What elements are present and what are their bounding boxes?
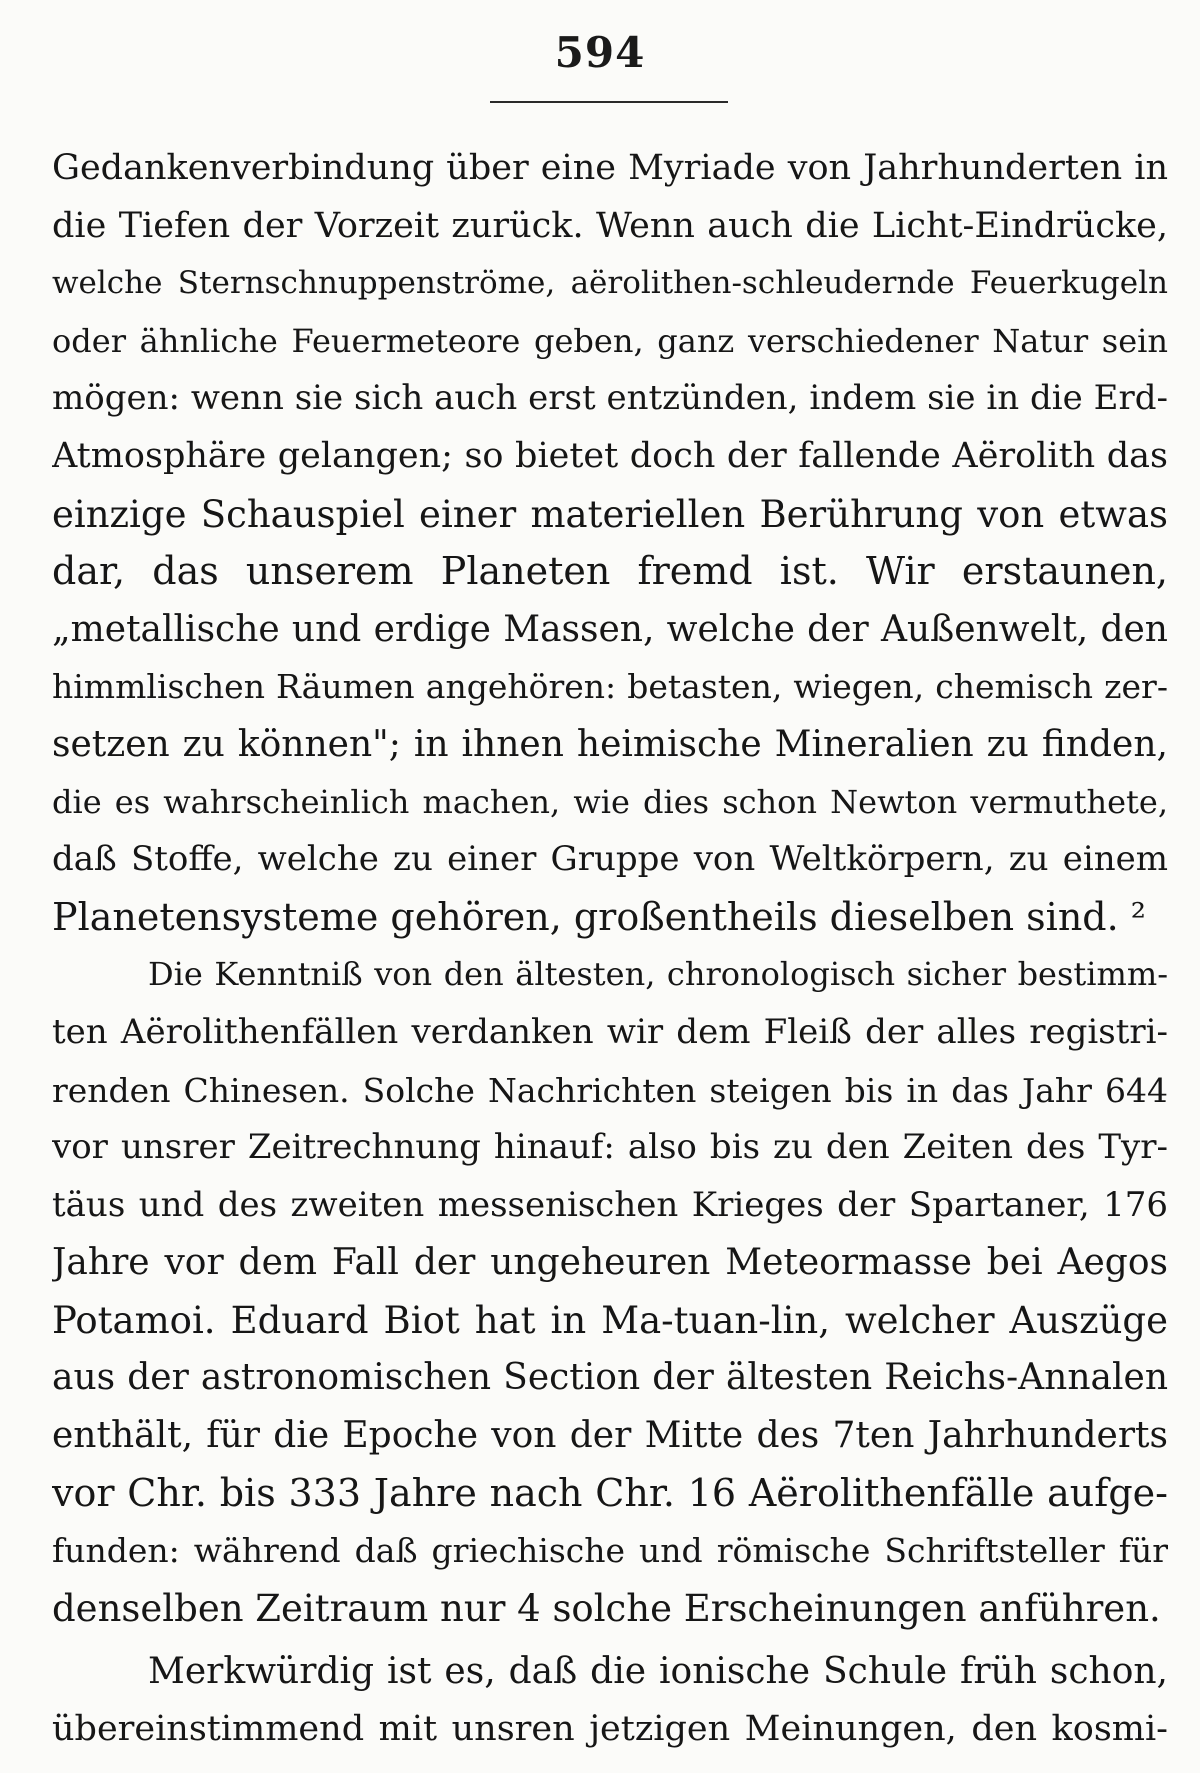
text-line: himmlischen Räumen angehören: betasten, wiegen, chemisch zer- [52, 667, 1168, 707]
text-line: Die Kenntniß von den ältesten, chronologisch sicher bestimm- [148, 955, 1168, 994]
text-line: „metallische und erdige Massen, welche der Außenwelt, den [52, 608, 1168, 650]
text-line: setzen zu können"; in ihnen heimische Mineralien zu finden, [52, 723, 1168, 765]
text-line: Atmosphäre gelangen; so bietet doch der fallende Aërolith das [52, 435, 1168, 476]
text-line: ten Aërolithenfällen verdanken wir dem Fleiß der alles registri- [52, 1011, 1168, 1052]
text-line: vor unsrer Zeitrechnung hinauf: also bis zu den Zeiten des Tyr- [52, 1127, 1168, 1168]
text-line: oder ähnliche Feuermeteore geben, ganz verschiedener Natur sein [52, 321, 1168, 360]
page-number: 594 [554, 28, 646, 77]
text-line: vor Chr. bis 333 Jahre nach Chr. 16 Aërolithenfälle aufge- [52, 1470, 1168, 1515]
paragraph-2 [52, 946, 1168, 1637]
text-line: Merkwürdig ist es, daß die ionische Schule früh schon, [148, 1651, 1168, 1693]
text-line: aus der astronomischen Section der ältesten Reichs-Annalen [52, 1357, 1168, 1399]
text-line: funden: während daß griechische und römische Schriftsteller für [52, 1531, 1168, 1571]
text-line: einzige Schauspiel einer materiellen Berührung von etwas [52, 492, 1168, 536]
text-line: daß Stoffe, welche zu einer Gruppe von Weltkörpern, zu einem [52, 839, 1168, 880]
text-line: die es wahrscheinlich machen, wie dies schon Newton vermuthete, [52, 782, 1168, 821]
text-line: enthält, für die Epoche von der Mitte des 7ten Jahrhunderts [52, 1415, 1168, 1457]
text-line: renden Chinesen. Solche Nachrichten steigen bis in das Jahr 644 [52, 1070, 1168, 1110]
text-line: Gedankenverbindung über eine Myriade von Jahrhunderten in [52, 148, 1168, 188]
text-line: mögen: wenn sie sich auch erst entzünden, indem sie in die Erd- [52, 378, 1168, 419]
text-line: täus und des zweiten messenischen Krieges der Spartaner, 176 [52, 1184, 1168, 1225]
paragraph-1 [52, 140, 1168, 946]
body-text [52, 140, 1168, 1759]
text-line: dar, das unserem Planeten fremd ist. Wir erstaunen, [52, 549, 1168, 594]
text-line: Jahre vor dem Fall der ungeheuren Meteormasse bei Aegos [52, 1242, 1168, 1284]
paragraph-3 [52, 1643, 1168, 1758]
text-line: denselben Zeitraum nur 4 solche Erscheinungen anführen. [52, 1586, 1161, 1630]
header-rule [490, 101, 728, 103]
text-line: Planetensysteme gehören, großentheils dieselben sind. ² [52, 894, 1147, 939]
text-line: die Tiefen der Vorzeit zurück. Wenn auch die Licht-Eindrücke, [52, 205, 1168, 246]
text-line: welche Sternschnuppenströme, aërolithen-schleudernde Feuerkugeln [52, 265, 1168, 302]
text-line: übereinstimmend mit unsren jetzigen Meinungen, den kosmi- [52, 1709, 1168, 1750]
text-line: Potamoi. Eduard Biot hat in Ma-tuan-lin, welcher Auszüge [52, 1298, 1168, 1342]
